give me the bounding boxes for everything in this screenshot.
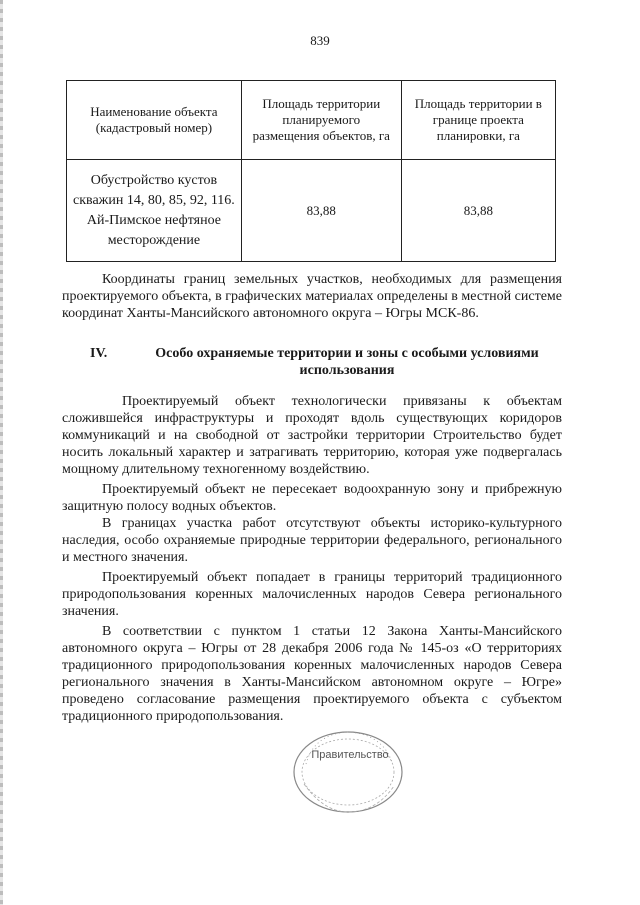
paragraph-water-zone: Проектируемый объект не пересекает водоохранную зону и прибрежную защитную полосу водных объектов.: [62, 482, 562, 514]
page-number: 839: [310, 33, 330, 48]
cell-object-name: Обустройство кустов скважин 14, 80, 85, 92, 116. Ай-Пимское нефтяное месторождение: [67, 160, 242, 262]
header-area-placement: Площадь территории планируемого размещения объектов, га: [241, 81, 401, 160]
paragraph-coordinates: Координаты границ земельных участков, необходимых для размещения проектируемого объекта, в графических материалах определены в местной системе координат Ханты-Мансийского автономного округа – Югры МСК-86.: [62, 272, 562, 321]
official-stamp: [284, 714, 408, 814]
section-number: IV.: [90, 346, 108, 361]
objects-table: [66, 80, 556, 262]
table-header-row: [67, 81, 556, 160]
cell-area-project: 83,88: [401, 160, 555, 262]
paragraph-infrastructure: Проектируемый объект технологически привязаны к объектам сложившейся инфраструктуры и проходят вдоль существующих коридоров коммуникаций и на свободной от застройки территории Строительство будет носить локальный характер и затрагивать территорию, которая уже подвергалась мощному длительному техногенному воздействию.: [62, 394, 562, 477]
cell-area-placement: 83,88: [241, 160, 401, 262]
header-area-project: Площадь территории в границе проекта планировки, га: [401, 81, 555, 160]
table-row: [67, 160, 556, 262]
paragraph-traditional-territories: Проектируемый объект попадает в границы территорий традиционного природопользования коренных малочисленных народов Севера регионального значения.: [62, 570, 562, 619]
paragraph-law-reference: В соответствии с пунктом 1 статьи 12 Закона Ханты-Мансийского автономного округа – Югры от 28 декабря 2006 года № 145-оз «О территориях традиционного природопользования коренных малочисленных народов Севера регионального значения в Ханты-Мансийском автономном округе – Югре» проведено согласование размещения проектируемого объекта с субъектом традиционного природопользования.: [62, 624, 562, 724]
scan-edge: [0, 0, 3, 905]
section-title: Особо охраняемые территории и зоны с особыми условиями использования: [155, 346, 539, 378]
section-heading: [62, 345, 562, 379]
header-object-name: Наименование объекта (кадастровый номер): [67, 81, 242, 160]
stamp-text: Правительство: [311, 749, 389, 761]
paragraph-heritage: В границах участка работ отсутствуют объекты историко-культурного наследия, особо охраняемые природные территории федерального, регионального и местного значения.: [62, 516, 562, 565]
